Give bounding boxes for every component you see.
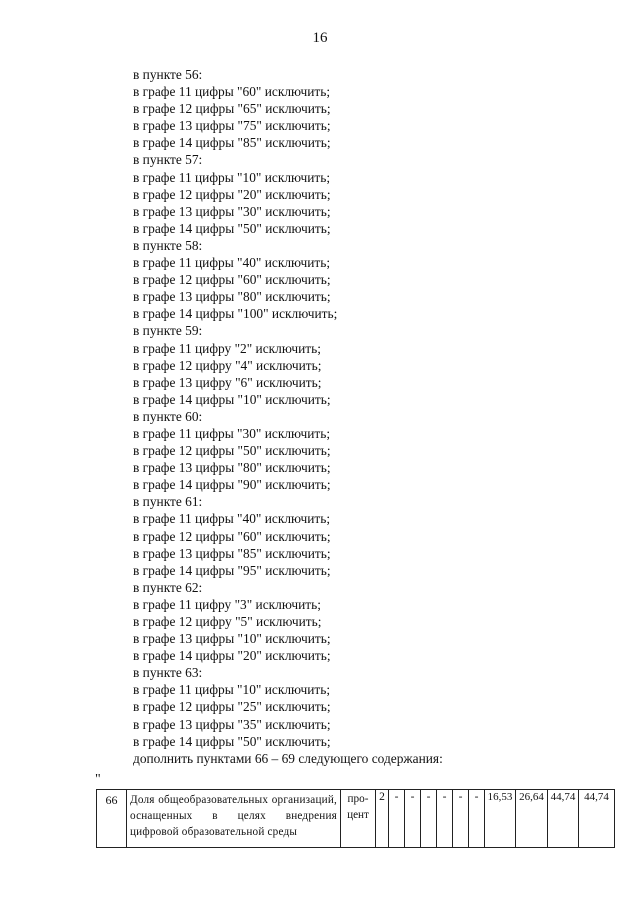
text-line: в пункте 61:	[133, 494, 203, 510]
code-cell: 2	[376, 790, 389, 848]
text-line: дополнить пунктами 66 – 69 следующего содержания:	[133, 750, 443, 766]
text-line: в пункте 56:	[133, 67, 203, 82]
text-line: в графе 12 цифры "25" исключить;	[133, 699, 331, 715]
text-line: в графе 13 цифры "30" исключить;	[133, 203, 331, 219]
dash-cell: -	[389, 790, 405, 848]
text-line: в графе 11 цифры "40" исключить;	[133, 255, 331, 271]
dash-cell: -	[453, 790, 469, 848]
page-number: 16	[312, 30, 328, 46]
text-line: в графе 13 цифры "75" исключить;	[133, 118, 331, 134]
text-line: в графе 13 цифры "80" исключить;	[133, 289, 331, 305]
text-line: в пункте 62:	[133, 579, 203, 595]
indicator-description: Доля общеобразовательных организаций, оснащенных в целях внедрения цифровой образовательной среды	[127, 790, 341, 848]
text-line: в графе 11 цифры "10" исключить;	[133, 169, 331, 185]
opening-quote: "	[95, 772, 101, 787]
text-line: в графе 14 цифры "50" исключить;	[133, 733, 331, 749]
text-line: в графе 13 цифры "35" исключить;	[133, 716, 331, 732]
text-line: в графе 11 цифры "60" исключить;	[133, 84, 331, 100]
text-line: в графе 11 цифру "2" исключить;	[133, 340, 321, 356]
text-line: в графе 12 цифры "20" исключить;	[133, 186, 331, 202]
dash-cell: -	[421, 790, 437, 848]
text-line: в пункте 60:	[133, 408, 203, 424]
dash-cell: -	[437, 790, 453, 848]
text-line: в пункте 58:	[133, 237, 203, 253]
value-cell: 44,74	[579, 790, 615, 848]
text-line: в графе 11 цифры "30" исключить;	[133, 425, 331, 441]
text-line: в графе 14 цифры "90" исключить;	[133, 477, 331, 493]
text-line: в графе 11 цифру "3" исключить;	[133, 596, 321, 612]
text-line: в графе 12 цифры "60" исключить;	[133, 528, 331, 544]
text-line: в графе 13 цифры "80" исключить;	[133, 460, 331, 476]
text-line: в пункте 63:	[133, 665, 203, 681]
indicator-table	[96, 789, 615, 848]
text-line: в графе 13 цифру "6" исключить;	[133, 374, 322, 390]
value-cell: 44,74	[548, 790, 579, 848]
text-line: в графе 14 цифры "50" исключить;	[133, 220, 331, 236]
text-line: в графе 14 цифры "10" исключить;	[133, 391, 331, 407]
text-line: в графе 13 цифры "85" исключить;	[133, 545, 331, 561]
amendment-text	[133, 66, 553, 767]
text-line: в пункте 59:	[133, 323, 203, 339]
text-line: в графе 14 цифры "20" исключить;	[133, 648, 331, 664]
text-line: в пункте 57:	[133, 152, 203, 168]
text-line: в графе 12 цифры "65" исключить;	[133, 101, 331, 117]
unit-cell: про- цент	[341, 790, 376, 848]
text-line: в графе 14 цифры "100" исключить;	[133, 306, 338, 322]
value-cell: 26,64	[516, 790, 548, 848]
table-row	[97, 790, 615, 848]
value-cell: 16,53	[485, 790, 516, 848]
text-line: в графе 12 цифры "50" исключить;	[133, 443, 331, 459]
text-line: в графе 11 цифры "40" исключить;	[133, 511, 331, 527]
text-line: в графе 14 цифры "85" исключить;	[133, 135, 331, 151]
text-line: в графе 14 цифры "95" исключить;	[133, 562, 331, 578]
dash-cell: -	[469, 790, 485, 848]
text-line: в графе 12 цифру "4" исключить;	[133, 357, 322, 373]
text-line: в графе 12 цифру "5" исключить;	[133, 614, 322, 629]
text-line: в графе 13 цифры "10" исключить;	[133, 631, 331, 647]
text-line: в графе 12 цифры "60" исключить;	[133, 272, 331, 288]
text-line: в графе 11 цифры "10" исключить;	[133, 682, 331, 698]
dash-cell: -	[405, 790, 421, 848]
row-number: 66	[97, 790, 127, 848]
